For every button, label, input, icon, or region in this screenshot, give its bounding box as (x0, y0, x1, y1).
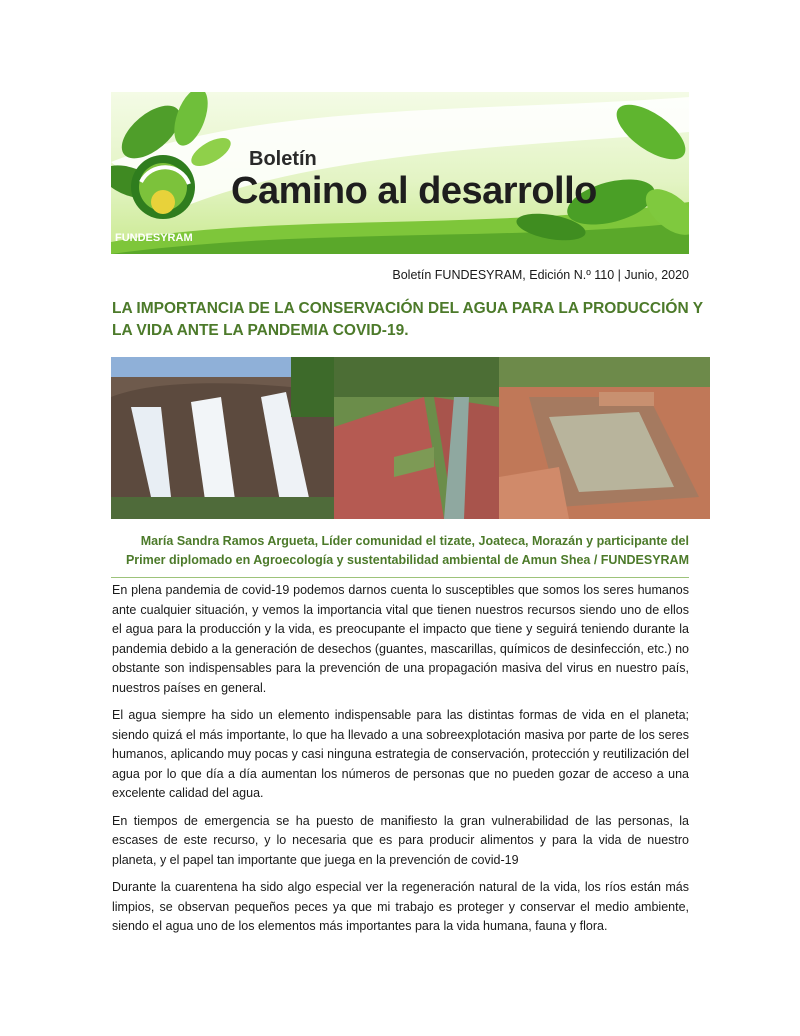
banner-small-title: Boletín (249, 148, 317, 170)
caption-line-1: María Sandra Ramos Argueta, Líder comunidad el tizate, Joateca, Morazán y participante del (140, 534, 689, 548)
edition-line: Boletín FUNDESYRAM, Edición N.º 110 | Junio, 2020 (392, 268, 689, 282)
waterfall-photo (111, 357, 334, 519)
banner-org-name: FUNDESYRAM (115, 232, 193, 244)
paragraph-2: El agua siempre ha sido un elemento indispensable para las distintas formas de vida en el planeta; siendo quizá el más importante, lo que ha llevado a una sobreexplotación masiva por parte de los seres humanos, aplicando muy pocas y casi ninguna estrategia de conservación, protección y reutilización del agua por lo que día a día aumentan los números de personas que no pueden gozar de acceso a una excelente calidad del agua. (112, 708, 689, 800)
water-reservoir-photo (499, 357, 710, 519)
paragraph-1: En plena pandemia de covid-19 podemos darnos cuenta lo susceptibles que somos los seres humanos ante cualquier situación, y vemos la importancia vital que tienen nuestros recursos siendo uno de ellos el agua para la producción y la vida, es preocupante el impacto que tiene y seguirá teniendo durante la pandemia debido a la generación de desechos (guantes, mascarillas, químicos de desinfección, etc.) no obstante son indispensables para la prevención de una propagación masiva del virus en nuestro país, nuestros países en general. (112, 583, 689, 695)
photo-caption (112, 532, 689, 570)
divider-line (111, 577, 689, 578)
article-body (112, 581, 689, 945)
paragraph-3: En tiempos de emergencia se ha puesto de manifiesto la gran vulnerabilidad de las personas, la escases de este recurso, y lo necesaria que es para producir alimentos y para la vida de nuestro planeta, y el papel tan importante que juega en la prevención de covid-19 (112, 813, 689, 867)
paragraph-4: Durante la cuarentena ha sido algo especial ver la regeneración natural de la vida, los ríos están más limpios, se observan pequeños peces ya que mi trabajo es proteger y conservar el medio ambiente, siendo el agua uno de los elementos más importantes para la vida humana, fauna y flora. (112, 880, 689, 933)
banner-main-title: Camino al desarrollo (231, 170, 597, 212)
header-banner (111, 92, 689, 254)
caption-line-2: Primer diplomado en Agroecología y sustentabilidad ambiental de Amun Shea / FUNDESYRAM (125, 553, 689, 567)
article-title: LA IMPORTANCIA DE LA CONSERVACIÓN DEL AGUA PARA LA PRODUCCIÓN Y LA VIDA ANTE LA PANDEMIA COVID-19. (112, 300, 703, 339)
photo-strip (111, 357, 710, 519)
irrigation-channel-photo (334, 357, 499, 519)
